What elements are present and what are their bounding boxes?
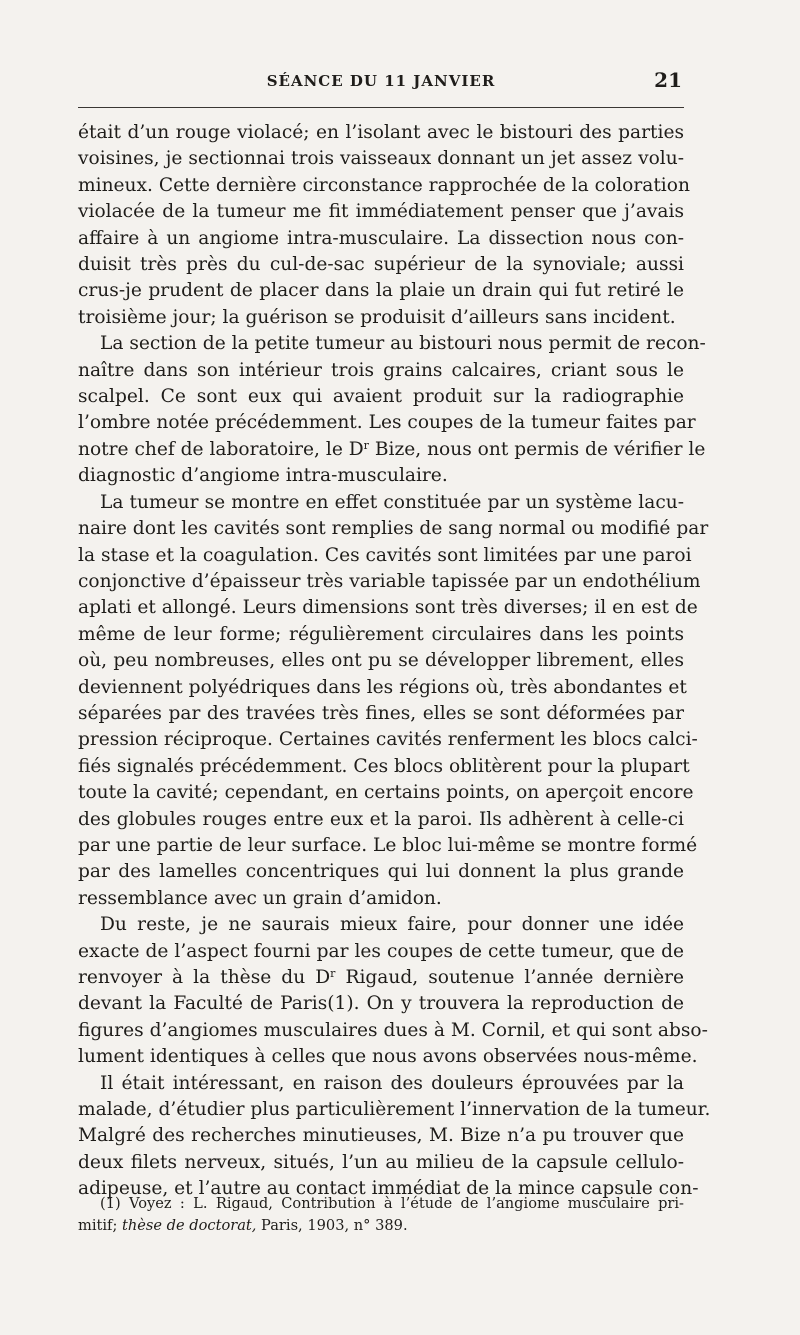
text-fragment: renvoyer à la thèse du D — [78, 967, 331, 988]
text-line: adipeuse, et l’autre au contact immédiat de la mince capsule con- — [78, 1178, 699, 1200]
running-title: SÉANCE DU 11 JANVIER — [266, 72, 496, 90]
header-rule — [78, 107, 684, 108]
text-line: La tumeur se montre en effet constituée par un système lacu- — [100, 491, 684, 513]
text-line: séparées par des travées très fines, elles se sont déformées par — [78, 702, 684, 724]
text-line: voisines, je sectionnai trois vaisseaux donnant un jet assez volu- — [78, 148, 684, 170]
text-line: malade, d’étudier plus particulièrement l’innervation de la tumeur. — [78, 1099, 711, 1121]
text-line: était d’un rouge violacé; en l’isolant avec le bistouri des parties — [78, 122, 684, 143]
text-line: mineux. Cette dernière circonstance rapprochée de la coloration — [78, 174, 690, 196]
text-line: figures d’angiomes musculaires dues à M. Cornil, et qui sont abso- — [78, 1019, 708, 1041]
text-line: affaire à un angiome intra-musculaire. La dissection nous con- — [78, 227, 684, 249]
text-line: troisième jour; la guérison se produisit d’ailleurs sans incident. — [78, 306, 676, 328]
text-fragment: Bize, nous ont permis de vérifier le — [368, 438, 706, 460]
text-line: lument identiques à celles que nous avons observées nous-même. — [78, 1046, 698, 1068]
page-number: 21 — [654, 68, 682, 92]
text-line: conjonctive d’épaisseur très variable tapissée par un endothélium — [78, 570, 701, 592]
body-text — [78, 120, 711, 1203]
text-line: toute la cavité; cependant, en certains points, on aperçoit encore — [78, 782, 694, 804]
text-line: naître dans son intérieur trois grains calcaires, criant sous le — [78, 359, 684, 381]
superscript: r — [330, 967, 336, 980]
text-line: diagnostic d’angiome intra-musculaire. — [78, 465, 448, 487]
text-line: la stase et la coagulation. Ces cavités sont limitées par une paroi — [78, 544, 692, 566]
superscript: r — [363, 438, 369, 452]
footnote-fragment: Paris, 1903, n° 389. — [256, 1216, 408, 1234]
footnote-italic: thèse de doctorat, — [122, 1216, 257, 1234]
text-line — [78, 437, 706, 463]
text-line: même de leur forme; régulièrement circulaires dans les points — [78, 623, 684, 645]
footnote — [78, 1193, 684, 1236]
text-line: duisit très près du cul-de-sac supérieur de la synoviale; aussi — [78, 254, 684, 276]
text-line: crus-je prudent de placer dans la plaie un drain qui fut retiré le — [78, 280, 684, 302]
text-line: Du reste, je ne saurais mieux faire, pour donner une idée — [100, 914, 684, 936]
text-line: devant la Faculté de Paris(1). On y trouvera la reproduction de — [78, 993, 684, 1015]
text-line: Malgré des recherches minutieuses, M. Bize n’a pu trouver que — [78, 1125, 684, 1147]
text-line: l’ombre notée précédemment. Les coupes de la tumeur faites par — [78, 412, 696, 434]
text-line: fiés signalés précédemment. Ces blocs oblitèrent pour la plupart — [78, 755, 690, 777]
footnote-line — [78, 1215, 684, 1237]
text-line — [78, 965, 684, 991]
footnote-fragment: mitif; — [78, 1216, 122, 1234]
text-line: deviennent polyédriques dans les régions où, très abondantes et — [78, 676, 687, 698]
text-line: par une partie de leur surface. Le bloc lui-même se montre formé — [78, 834, 698, 856]
text-line: par des lamelles concentriques qui lui donnent la plus grande — [78, 861, 684, 883]
text-line: deux filets nerveux, situés, l’un au milieu de la capsule cellulo- — [78, 1151, 684, 1173]
text-fragment: Rigaud, soutenue l’année dernière — [335, 967, 684, 988]
text-line: Il était intéressant, en raison des douleurs éprouvées par la — [100, 1072, 684, 1094]
text-line: où, peu nombreuses, elles ont pu se développer librement, elles — [78, 650, 684, 672]
text-line: pression réciproque. Certaines cavités renferment les blocs calci- — [78, 729, 698, 751]
text-line: des globules rouges entre eux et la paroi. Ils adhèrent à celle-ci — [78, 808, 684, 830]
text-line: scalpel. Ce sont eux qui avaient produit sur la radiographie — [78, 386, 684, 408]
text-line: exacte de l’aspect fourni par les coupes de cette tumeur, que de — [78, 940, 684, 962]
footnote-line: (1) Voyez : L. Rigaud, Contribution à l’étude de l’angiome musculaire pri- — [100, 1195, 684, 1212]
text-line: naire dont les cavités sont remplies de sang normal ou modifié par — [78, 518, 709, 540]
page-header — [78, 68, 684, 98]
text-line: aplati et allongé. Leurs dimensions sont très diverses; il en est de — [78, 597, 698, 619]
text-fragment: notre chef de laboratoire, le D — [78, 438, 364, 460]
text-line: violacée de la tumeur me fit immédiatement penser que j’avais — [78, 201, 684, 223]
text-line: ressemblance avec un grain d’amidon. — [78, 887, 442, 909]
text-line: La section de la petite tumeur au bistouri nous permit de recon- — [100, 333, 706, 355]
